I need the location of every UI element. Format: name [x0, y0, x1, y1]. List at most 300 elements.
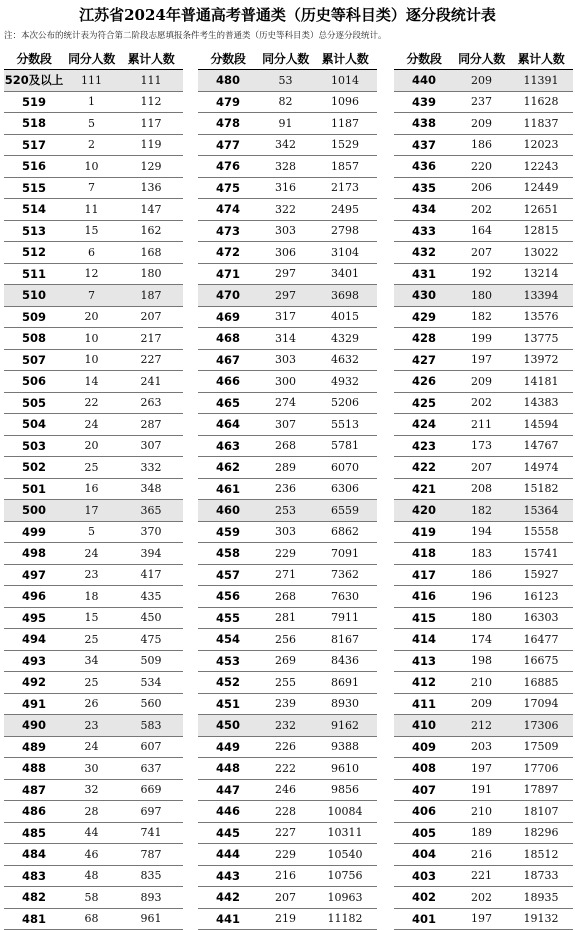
score-cell: 472	[198, 242, 258, 264]
score-cell: 422	[394, 457, 454, 479]
cumulative-cell: 18296	[509, 822, 573, 844]
table-row	[198, 134, 377, 156]
score-cell: 449	[198, 736, 258, 758]
table-row	[198, 457, 377, 479]
same-count-cell: 202	[454, 887, 509, 909]
table-row	[4, 629, 183, 651]
cumulative-cell: 10756	[313, 865, 377, 887]
table-row	[4, 758, 183, 780]
table-row	[4, 328, 183, 350]
cumulative-cell: 13394	[509, 285, 573, 307]
cumulative-cell: 13214	[509, 263, 573, 285]
table-row	[394, 500, 573, 522]
table-row	[394, 199, 573, 221]
score-cell: 481	[4, 908, 64, 930]
same-count-cell: 271	[258, 564, 313, 586]
score-cell: 473	[198, 220, 258, 242]
same-count-cell: 23	[64, 564, 119, 586]
same-count-cell: 303	[258, 220, 313, 242]
cumulative-cell: 741	[119, 822, 183, 844]
score-cell: 435	[394, 177, 454, 199]
score-cell: 500	[4, 500, 64, 522]
cumulative-cell: 1096	[313, 91, 377, 113]
score-cell: 424	[394, 414, 454, 436]
same-count-cell: 220	[454, 156, 509, 178]
score-cell: 519	[4, 91, 64, 113]
score-cell: 439	[394, 91, 454, 113]
score-cell: 421	[394, 478, 454, 500]
score-cell: 437	[394, 134, 454, 156]
table-row	[198, 736, 377, 758]
same-count-cell: 25	[64, 629, 119, 651]
score-cell: 517	[4, 134, 64, 156]
table-row	[198, 586, 377, 608]
score-cell: 464	[198, 414, 258, 436]
table-row	[198, 349, 377, 371]
same-count-cell: 6	[64, 242, 119, 264]
same-count-cell: 25	[64, 672, 119, 694]
table-row	[394, 607, 573, 629]
same-count-cell: 207	[258, 887, 313, 909]
score-cell: 430	[394, 285, 454, 307]
same-count-cell: 5	[64, 521, 119, 543]
table-row	[4, 199, 183, 221]
header-score: 分数段	[198, 47, 258, 70]
cumulative-cell: 16477	[509, 629, 573, 651]
cumulative-cell: 370	[119, 521, 183, 543]
same-count-cell: 7	[64, 177, 119, 199]
table-row	[394, 801, 573, 823]
same-count-cell: 322	[258, 199, 313, 221]
cumulative-cell: 11628	[509, 91, 573, 113]
table-row	[4, 435, 183, 457]
same-count-cell: 237	[454, 91, 509, 113]
header-cumulative: 累计人数	[119, 47, 183, 70]
score-cell: 484	[4, 844, 64, 866]
same-count-cell: 44	[64, 822, 119, 844]
table-row	[394, 134, 573, 156]
cumulative-cell: 227	[119, 349, 183, 371]
table-row	[4, 371, 183, 393]
score-cell: 485	[4, 822, 64, 844]
same-count-cell: 20	[64, 306, 119, 328]
cumulative-cell: 9162	[313, 715, 377, 737]
same-count-cell: 10	[64, 328, 119, 350]
score-cell: 487	[4, 779, 64, 801]
table-note: 注：本次公布的统计表为符合第二阶段志愿填报条件考生的普通类（历史等科目类）总分逐分段统计。	[4, 31, 387, 41]
cumulative-cell: 14767	[509, 435, 573, 457]
score-cell: 458	[198, 543, 258, 565]
score-cell: 498	[4, 543, 64, 565]
score-cell: 475	[198, 177, 258, 199]
cumulative-cell: 18512	[509, 844, 573, 866]
score-cell: 483	[4, 865, 64, 887]
score-cell: 415	[394, 607, 454, 629]
cumulative-cell: 2495	[313, 199, 377, 221]
cumulative-cell: 607	[119, 736, 183, 758]
score-cell: 499	[4, 521, 64, 543]
same-count-cell: 180	[454, 607, 509, 629]
score-cell: 414	[394, 629, 454, 651]
cumulative-cell: 7911	[313, 607, 377, 629]
same-count-cell: 281	[258, 607, 313, 629]
table-row	[394, 908, 573, 930]
cumulative-cell: 15741	[509, 543, 573, 565]
score-cell: 516	[4, 156, 64, 178]
cumulative-cell: 119	[119, 134, 183, 156]
cumulative-cell: 8167	[313, 629, 377, 651]
score-cell: 444	[198, 844, 258, 866]
score-cell: 477	[198, 134, 258, 156]
same-count-cell: 164	[454, 220, 509, 242]
same-count-cell: 7	[64, 285, 119, 307]
table-row	[198, 371, 377, 393]
cumulative-cell: 9388	[313, 736, 377, 758]
cumulative-cell: 9856	[313, 779, 377, 801]
cumulative-cell: 1187	[313, 113, 377, 135]
cumulative-cell: 14974	[509, 457, 573, 479]
same-count-cell: 91	[258, 113, 313, 135]
same-count-cell: 229	[258, 844, 313, 866]
score-cell: 419	[394, 521, 454, 543]
cumulative-cell: 16885	[509, 672, 573, 694]
cumulative-cell: 11837	[509, 113, 573, 135]
score-table	[4, 47, 183, 930]
table-row	[4, 220, 183, 242]
score-cell: 506	[4, 371, 64, 393]
cumulative-cell: 560	[119, 693, 183, 715]
same-count-cell: 207	[454, 242, 509, 264]
score-cell: 447	[198, 779, 258, 801]
table-row	[394, 349, 573, 371]
score-cell: 480	[198, 70, 258, 92]
cumulative-cell: 835	[119, 865, 183, 887]
same-count-cell: 24	[64, 736, 119, 758]
table-row	[198, 715, 377, 737]
cumulative-cell: 4015	[313, 306, 377, 328]
cumulative-cell: 10084	[313, 801, 377, 823]
same-count-cell: 297	[258, 263, 313, 285]
table-row	[394, 543, 573, 565]
score-cell: 438	[394, 113, 454, 135]
score-cell: 423	[394, 435, 454, 457]
score-cell: 513	[4, 220, 64, 242]
table-row	[394, 650, 573, 672]
same-count-cell: 182	[454, 500, 509, 522]
cumulative-cell: 241	[119, 371, 183, 393]
same-count-cell: 26	[64, 693, 119, 715]
same-count-cell: 300	[258, 371, 313, 393]
table-row	[4, 650, 183, 672]
table-row	[394, 672, 573, 694]
cumulative-cell: 787	[119, 844, 183, 866]
score-cell: 428	[394, 328, 454, 350]
same-count-cell: 208	[454, 478, 509, 500]
score-cell: 431	[394, 263, 454, 285]
table-row	[394, 220, 573, 242]
same-count-cell: 58	[64, 887, 119, 909]
cumulative-cell: 16675	[509, 650, 573, 672]
score-cell: 401	[394, 908, 454, 930]
cumulative-cell: 16123	[509, 586, 573, 608]
same-count-cell: 226	[258, 736, 313, 758]
table-row	[4, 91, 183, 113]
score-cell: 459	[198, 521, 258, 543]
cumulative-cell: 15558	[509, 521, 573, 543]
score-cell: 466	[198, 371, 258, 393]
cumulative-cell: 7091	[313, 543, 377, 565]
cumulative-cell: 697	[119, 801, 183, 823]
cumulative-cell: 8436	[313, 650, 377, 672]
score-cell: 474	[198, 199, 258, 221]
score-table	[198, 47, 377, 930]
score-cell: 429	[394, 306, 454, 328]
score-cell: 511	[4, 263, 64, 285]
table-row	[394, 457, 573, 479]
table-row	[198, 629, 377, 651]
score-cell: 413	[394, 650, 454, 672]
table-row	[4, 478, 183, 500]
same-count-cell: 34	[64, 650, 119, 672]
table-row	[4, 392, 183, 414]
score-cell: 416	[394, 586, 454, 608]
score-cell: 417	[394, 564, 454, 586]
header-same-count: 同分人数	[454, 47, 509, 70]
same-count-cell: 182	[454, 306, 509, 328]
cumulative-cell: 129	[119, 156, 183, 178]
same-count-cell: 28	[64, 801, 119, 823]
score-cell: 434	[394, 199, 454, 221]
cumulative-cell: 10540	[313, 844, 377, 866]
score-cell: 432	[394, 242, 454, 264]
same-count-cell: 228	[258, 801, 313, 823]
score-cell: 411	[394, 693, 454, 715]
score-cell: 492	[4, 672, 64, 694]
cumulative-cell: 13775	[509, 328, 573, 350]
same-count-cell: 221	[454, 865, 509, 887]
cumulative-cell: 961	[119, 908, 183, 930]
cumulative-cell: 287	[119, 414, 183, 436]
same-count-cell: 297	[258, 285, 313, 307]
cumulative-cell: 136	[119, 177, 183, 199]
table-row	[198, 91, 377, 113]
table-row	[394, 263, 573, 285]
same-count-cell: 20	[64, 435, 119, 457]
table-row	[394, 91, 573, 113]
same-count-cell: 5	[64, 113, 119, 135]
cumulative-cell: 1529	[313, 134, 377, 156]
same-count-cell: 82	[258, 91, 313, 113]
same-count-cell: 197	[454, 758, 509, 780]
table-row	[198, 156, 377, 178]
cumulative-cell: 3698	[313, 285, 377, 307]
table-row	[4, 586, 183, 608]
cumulative-cell: 5513	[313, 414, 377, 436]
table-row	[4, 715, 183, 737]
cumulative-cell: 2798	[313, 220, 377, 242]
score-cell: 493	[4, 650, 64, 672]
score-cell: 452	[198, 672, 258, 694]
table-row	[394, 564, 573, 586]
table-row	[4, 844, 183, 866]
same-count-cell: 268	[258, 435, 313, 457]
same-count-cell: 1	[64, 91, 119, 113]
table-row	[394, 521, 573, 543]
score-cell: 488	[4, 758, 64, 780]
table-row	[198, 478, 377, 500]
score-cell: 508	[4, 328, 64, 350]
score-cell: 479	[198, 91, 258, 113]
header-score: 分数段	[394, 47, 454, 70]
score-cell: 402	[394, 887, 454, 909]
cumulative-cell: 417	[119, 564, 183, 586]
score-cell: 450	[198, 715, 258, 737]
table-row	[394, 113, 573, 135]
same-count-cell: 256	[258, 629, 313, 651]
cumulative-cell: 14594	[509, 414, 573, 436]
score-cell: 403	[394, 865, 454, 887]
cumulative-cell: 12023	[509, 134, 573, 156]
same-count-cell: 216	[454, 844, 509, 866]
score-cell: 512	[4, 242, 64, 264]
score-cell: 440	[394, 70, 454, 92]
table-row	[198, 844, 377, 866]
score-cell: 409	[394, 736, 454, 758]
table-row	[198, 435, 377, 457]
table-row	[198, 220, 377, 242]
table-row	[394, 887, 573, 909]
table-row	[394, 779, 573, 801]
table-row	[394, 414, 573, 436]
cumulative-cell: 19132	[509, 908, 573, 930]
table-row	[198, 887, 377, 909]
table-row	[394, 478, 573, 500]
cumulative-cell: 6559	[313, 500, 377, 522]
score-cell: 461	[198, 478, 258, 500]
score-table-column-3	[394, 47, 573, 930]
same-count-cell: 306	[258, 242, 313, 264]
cumulative-cell: 4632	[313, 349, 377, 371]
same-count-cell: 303	[258, 349, 313, 371]
header-same-count: 同分人数	[64, 47, 119, 70]
table-row	[198, 113, 377, 135]
cumulative-cell: 147	[119, 199, 183, 221]
score-table-column-1	[4, 47, 183, 930]
table-row	[4, 736, 183, 758]
table-row	[394, 285, 573, 307]
table-row	[4, 607, 183, 629]
table-row	[198, 865, 377, 887]
cumulative-cell: 2173	[313, 177, 377, 199]
score-cell: 425	[394, 392, 454, 414]
same-count-cell: 17	[64, 500, 119, 522]
same-count-cell: 12	[64, 263, 119, 285]
score-table-column-2	[198, 47, 377, 930]
cumulative-cell: 10311	[313, 822, 377, 844]
same-count-cell: 189	[454, 822, 509, 844]
table-row	[4, 887, 183, 909]
table-row	[198, 285, 377, 307]
table-row	[4, 672, 183, 694]
cumulative-cell: 187	[119, 285, 183, 307]
same-count-cell: 186	[454, 564, 509, 586]
cumulative-cell: 17897	[509, 779, 573, 801]
same-count-cell: 68	[64, 908, 119, 930]
cumulative-cell: 583	[119, 715, 183, 737]
table-row	[4, 349, 183, 371]
same-count-cell: 32	[64, 779, 119, 801]
score-cell: 455	[198, 607, 258, 629]
cumulative-cell: 3104	[313, 242, 377, 264]
cumulative-cell: 13972	[509, 349, 573, 371]
cumulative-cell: 669	[119, 779, 183, 801]
same-count-cell: 209	[454, 693, 509, 715]
same-count-cell: 196	[454, 586, 509, 608]
table-row	[198, 500, 377, 522]
table-row	[394, 758, 573, 780]
table-row	[4, 177, 183, 199]
score-cell: 456	[198, 586, 258, 608]
same-count-cell: 209	[454, 371, 509, 393]
same-count-cell: 219	[258, 908, 313, 930]
same-count-cell: 192	[454, 263, 509, 285]
table-row	[394, 435, 573, 457]
cumulative-cell: 17094	[509, 693, 573, 715]
table-row	[198, 392, 377, 414]
table-row	[4, 521, 183, 543]
cumulative-cell: 16303	[509, 607, 573, 629]
cumulative-cell: 17509	[509, 736, 573, 758]
cumulative-cell: 8691	[313, 672, 377, 694]
score-cell: 490	[4, 715, 64, 737]
score-cell: 427	[394, 349, 454, 371]
same-count-cell: 174	[454, 629, 509, 651]
table-header-row	[394, 47, 573, 70]
same-count-cell: 212	[454, 715, 509, 737]
table-row	[394, 693, 573, 715]
same-count-cell: 246	[258, 779, 313, 801]
cumulative-cell: 11391	[509, 70, 573, 92]
same-count-cell: 198	[454, 650, 509, 672]
same-count-cell: 191	[454, 779, 509, 801]
same-count-cell: 53	[258, 70, 313, 92]
same-count-cell: 316	[258, 177, 313, 199]
table-row	[198, 328, 377, 350]
same-count-cell: 209	[454, 113, 509, 135]
score-cell: 457	[198, 564, 258, 586]
cumulative-cell: 18733	[509, 865, 573, 887]
same-count-cell: 10	[64, 349, 119, 371]
table-row	[198, 414, 377, 436]
score-cell: 502	[4, 457, 64, 479]
cumulative-cell: 509	[119, 650, 183, 672]
score-cell: 501	[4, 478, 64, 500]
same-count-cell: 14	[64, 371, 119, 393]
same-count-cell: 211	[454, 414, 509, 436]
same-count-cell: 183	[454, 543, 509, 565]
score-cell: 469	[198, 306, 258, 328]
score-cell: 478	[198, 113, 258, 135]
cumulative-cell: 12815	[509, 220, 573, 242]
table-row	[394, 715, 573, 737]
cumulative-cell: 217	[119, 328, 183, 350]
table-row	[4, 263, 183, 285]
score-cell: 471	[198, 263, 258, 285]
cumulative-cell: 6070	[313, 457, 377, 479]
same-count-cell: 194	[454, 521, 509, 543]
same-count-cell: 24	[64, 414, 119, 436]
score-cell: 404	[394, 844, 454, 866]
